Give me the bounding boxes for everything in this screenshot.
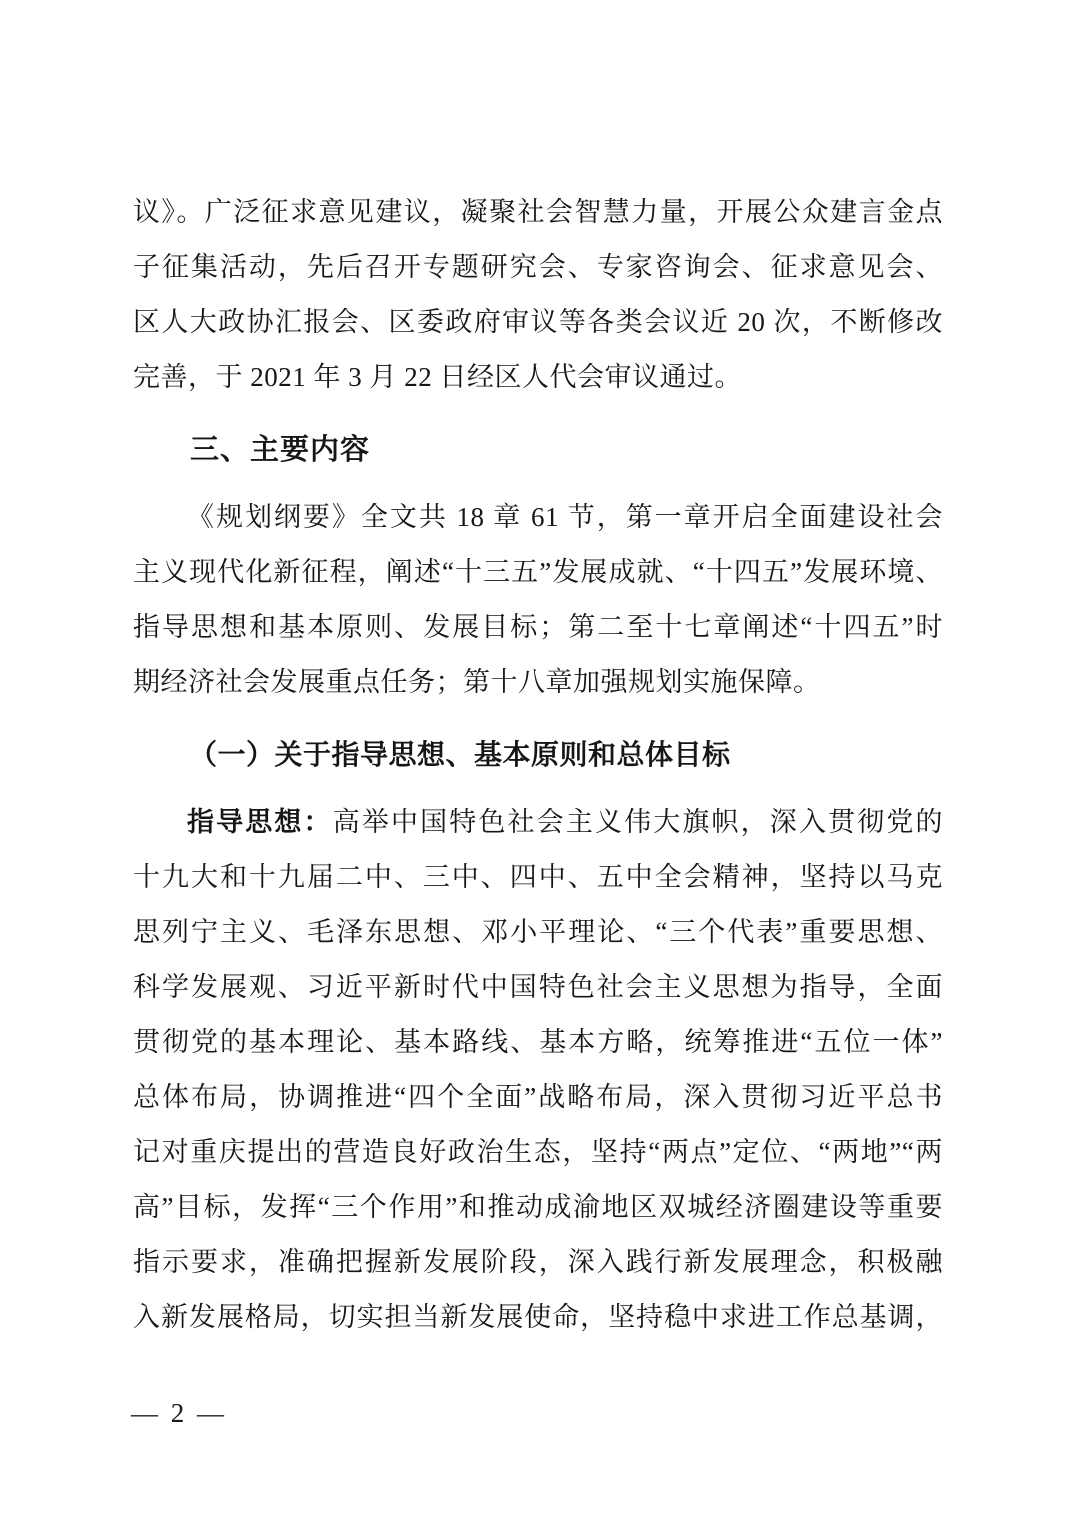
text-line: 《规划纲要》全文共 18 章 61 节，第一章开启全面建设社会 [187,502,943,532]
text-line: 主义现代化新征程，阐述“十三五”发展成就、“十四五”发展环境、 [133,557,943,587]
text-line: 期经济社会发展重点任务；第十八章加强规划实施保障。 [133,667,821,697]
subsection-heading: （一）关于指导思想、基本原则和总体目标 [189,740,731,771]
guiding-thought-paragraph [133,795,943,1345]
text-line: 区人大政协汇报会、区委政府审议等各类会议近 20 次，不断修改 [133,307,943,337]
page-number: — 2 — [131,1398,227,1428]
text-line: 完善，于 2021 年 3 月 22 日经区人代会审议通过。 [133,362,742,392]
overview-paragraph [133,490,943,710]
text-line: 总体布局，协调推进“四个全面”战略布局，深入贯彻习近平总书 [133,1082,943,1112]
section-heading: 三、主要内容 [190,434,371,466]
guiding-thought-line1-text: 高举中国特色社会主义伟大旗帜，深入贯彻党的 [332,807,944,837]
text-line: 贯彻党的基本理论、基本路线、基本方略，统筹推进“五位一体” [133,1027,943,1057]
text-line: 入新发展格局，切实担当新发展使命，坚持稳中求进工作总基调， [133,1302,943,1332]
text-line: 思列宁主义、毛泽东思想、邓小平理论、“三个代表”重要思想、 [133,917,943,947]
text-line: 十九大和十九届二中、三中、四中、五中全会精神，坚持以马克 [133,862,943,892]
continuation-paragraph [133,185,943,405]
text-line [133,795,943,850]
text-line: 子征集活动，先后召开专题研究会、专家咨询会、征求意见会、 [133,252,943,282]
guiding-thought-label: 指导思想： [187,807,333,837]
document-body [133,185,943,1345]
text-line: 科学发展观、习近平新时代中国特色社会主义思想为指导，全面 [133,972,943,1002]
text-line: 议》。广泛征求意见建议，凝聚社会智慧力量，开展公众建言金点 [133,197,943,227]
text-line: 记对重庆提出的营造良好政治生态，坚持“两点”定位、“两地”“两 [133,1137,943,1167]
text-line: 指示要求，准确把握新发展阶段，深入践行新发展理念，积极融 [133,1247,943,1277]
text-line: 指导思想和基本原则、发展目标；第二至十七章阐述“十四五”时 [133,612,943,642]
text-line: 高”目标，发挥“三个作用”和推动成渝地区双城经济圈建设等重要 [133,1192,943,1222]
